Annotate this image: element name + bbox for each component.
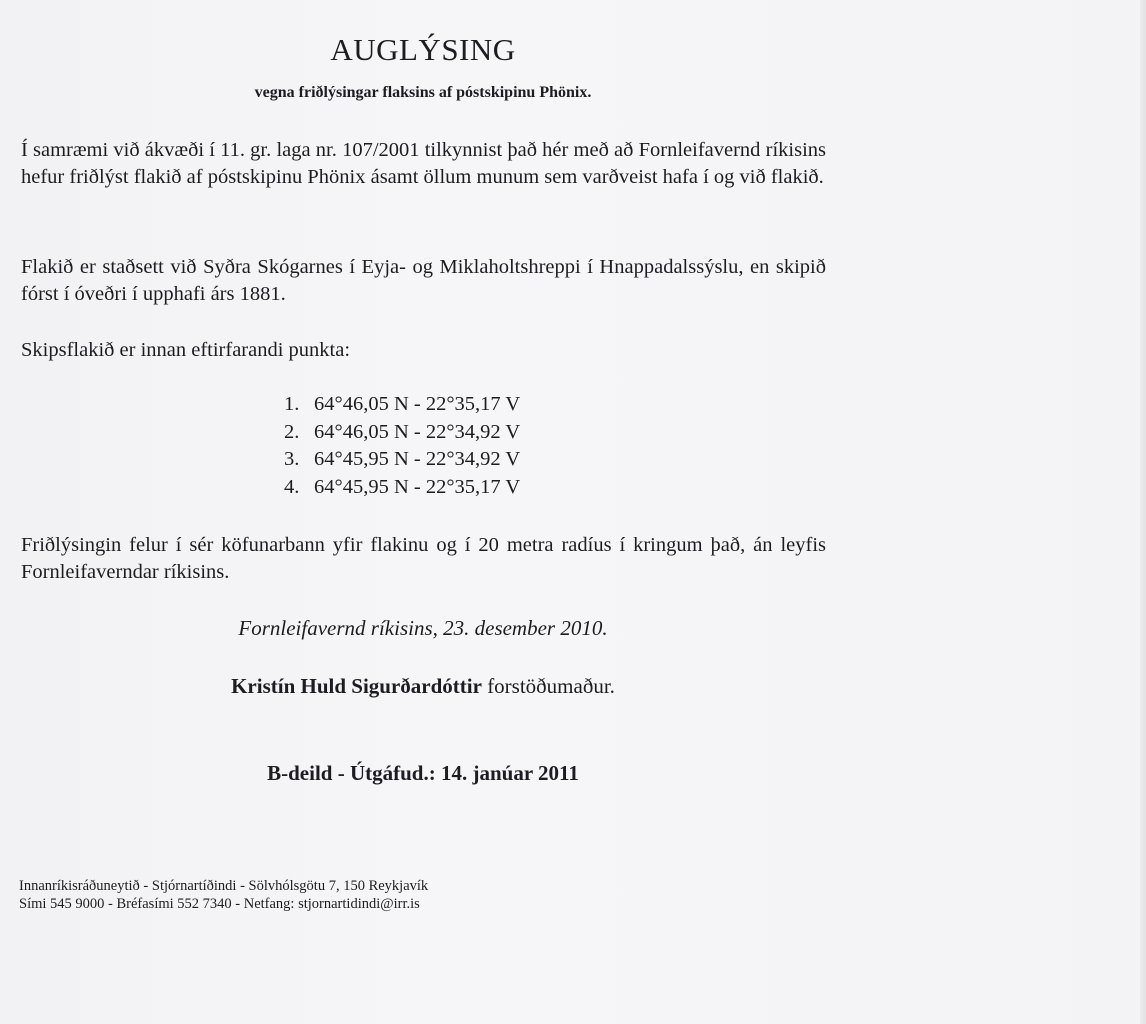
paragraph-points-intro: Skipsflakið er innan eftirfarandi punkta: (21, 339, 351, 361)
coordinate-value: 64°46,05 N - 22°35,17 V (314, 393, 521, 415)
coordinate-number: 2. (284, 420, 300, 443)
edition-line: B-deild - Útgáfud.: 14. janúar 2011 (267, 761, 579, 785)
coordinate-number: 1. (284, 393, 300, 415)
coordinate-item (284, 391, 520, 419)
coordinate-value: 64°45,95 N - 22°35,17 V (314, 475, 521, 498)
footer-line-address: Innanríkisráðuneytið - Stjórnartíðindi - Sölvhólsgötu 7, 150 Reykjavík (19, 878, 429, 894)
coordinate-number: 4. (284, 475, 300, 498)
signatory-name: Kristín Huld Sigurðardóttir (231, 674, 482, 698)
document-title: AUGLÝSING (330, 32, 516, 67)
paragraph-diving-ban: Friðlýsingin felur í sér köfunarbann yfir flakinu og í 20 metra radíus í kringum það, án leyfis Fornleifaverndar ríkisins. (21, 534, 826, 583)
coordinate-number: 3. (284, 448, 300, 470)
publisher-footer (19, 877, 428, 913)
signature-line (0, 672, 846, 700)
coordinate-list (284, 391, 520, 501)
footer-line-contact: Sími 545 9000 - Bréfasími 552 7340 - Netfang: stjornartidindi@irr.is (19, 896, 420, 912)
coordinate-item (284, 419, 520, 447)
coordinate-item (284, 446, 520, 474)
coordinate-value: 64°46,05 N - 22°34,92 V (314, 420, 521, 443)
paragraph-location: Flakið er staðsett við Syðra Skógarnes í Eyja- og Miklaholtshreppi í Hnappadalssýslu, en skipið fórst í óveðri í upphafi árs 1881. (21, 256, 826, 305)
signatory-title: forstöðumaður. (481, 674, 615, 698)
document-subtitle: vegna friðlýsingar flaksins af póstskipinu Phönix. (254, 84, 592, 101)
scan-edge (1140, 0, 1146, 1024)
coordinate-item (284, 474, 520, 502)
dateline: Fornleifavernd ríkisins, 23. desember 2010. (238, 616, 608, 640)
paragraph-announcement: Í samræmi við ákvæði í 11. gr. laga nr. 107/2001 tilkynnist það hér með að Fornleifavernd ríkisins hefur friðlýst flakið af póstskipinu Phönix ásamt öllum munum sem varðveist hafa í og við flakið. (21, 139, 826, 188)
coordinate-value: 64°45,95 N - 22°34,92 V (314, 448, 521, 470)
